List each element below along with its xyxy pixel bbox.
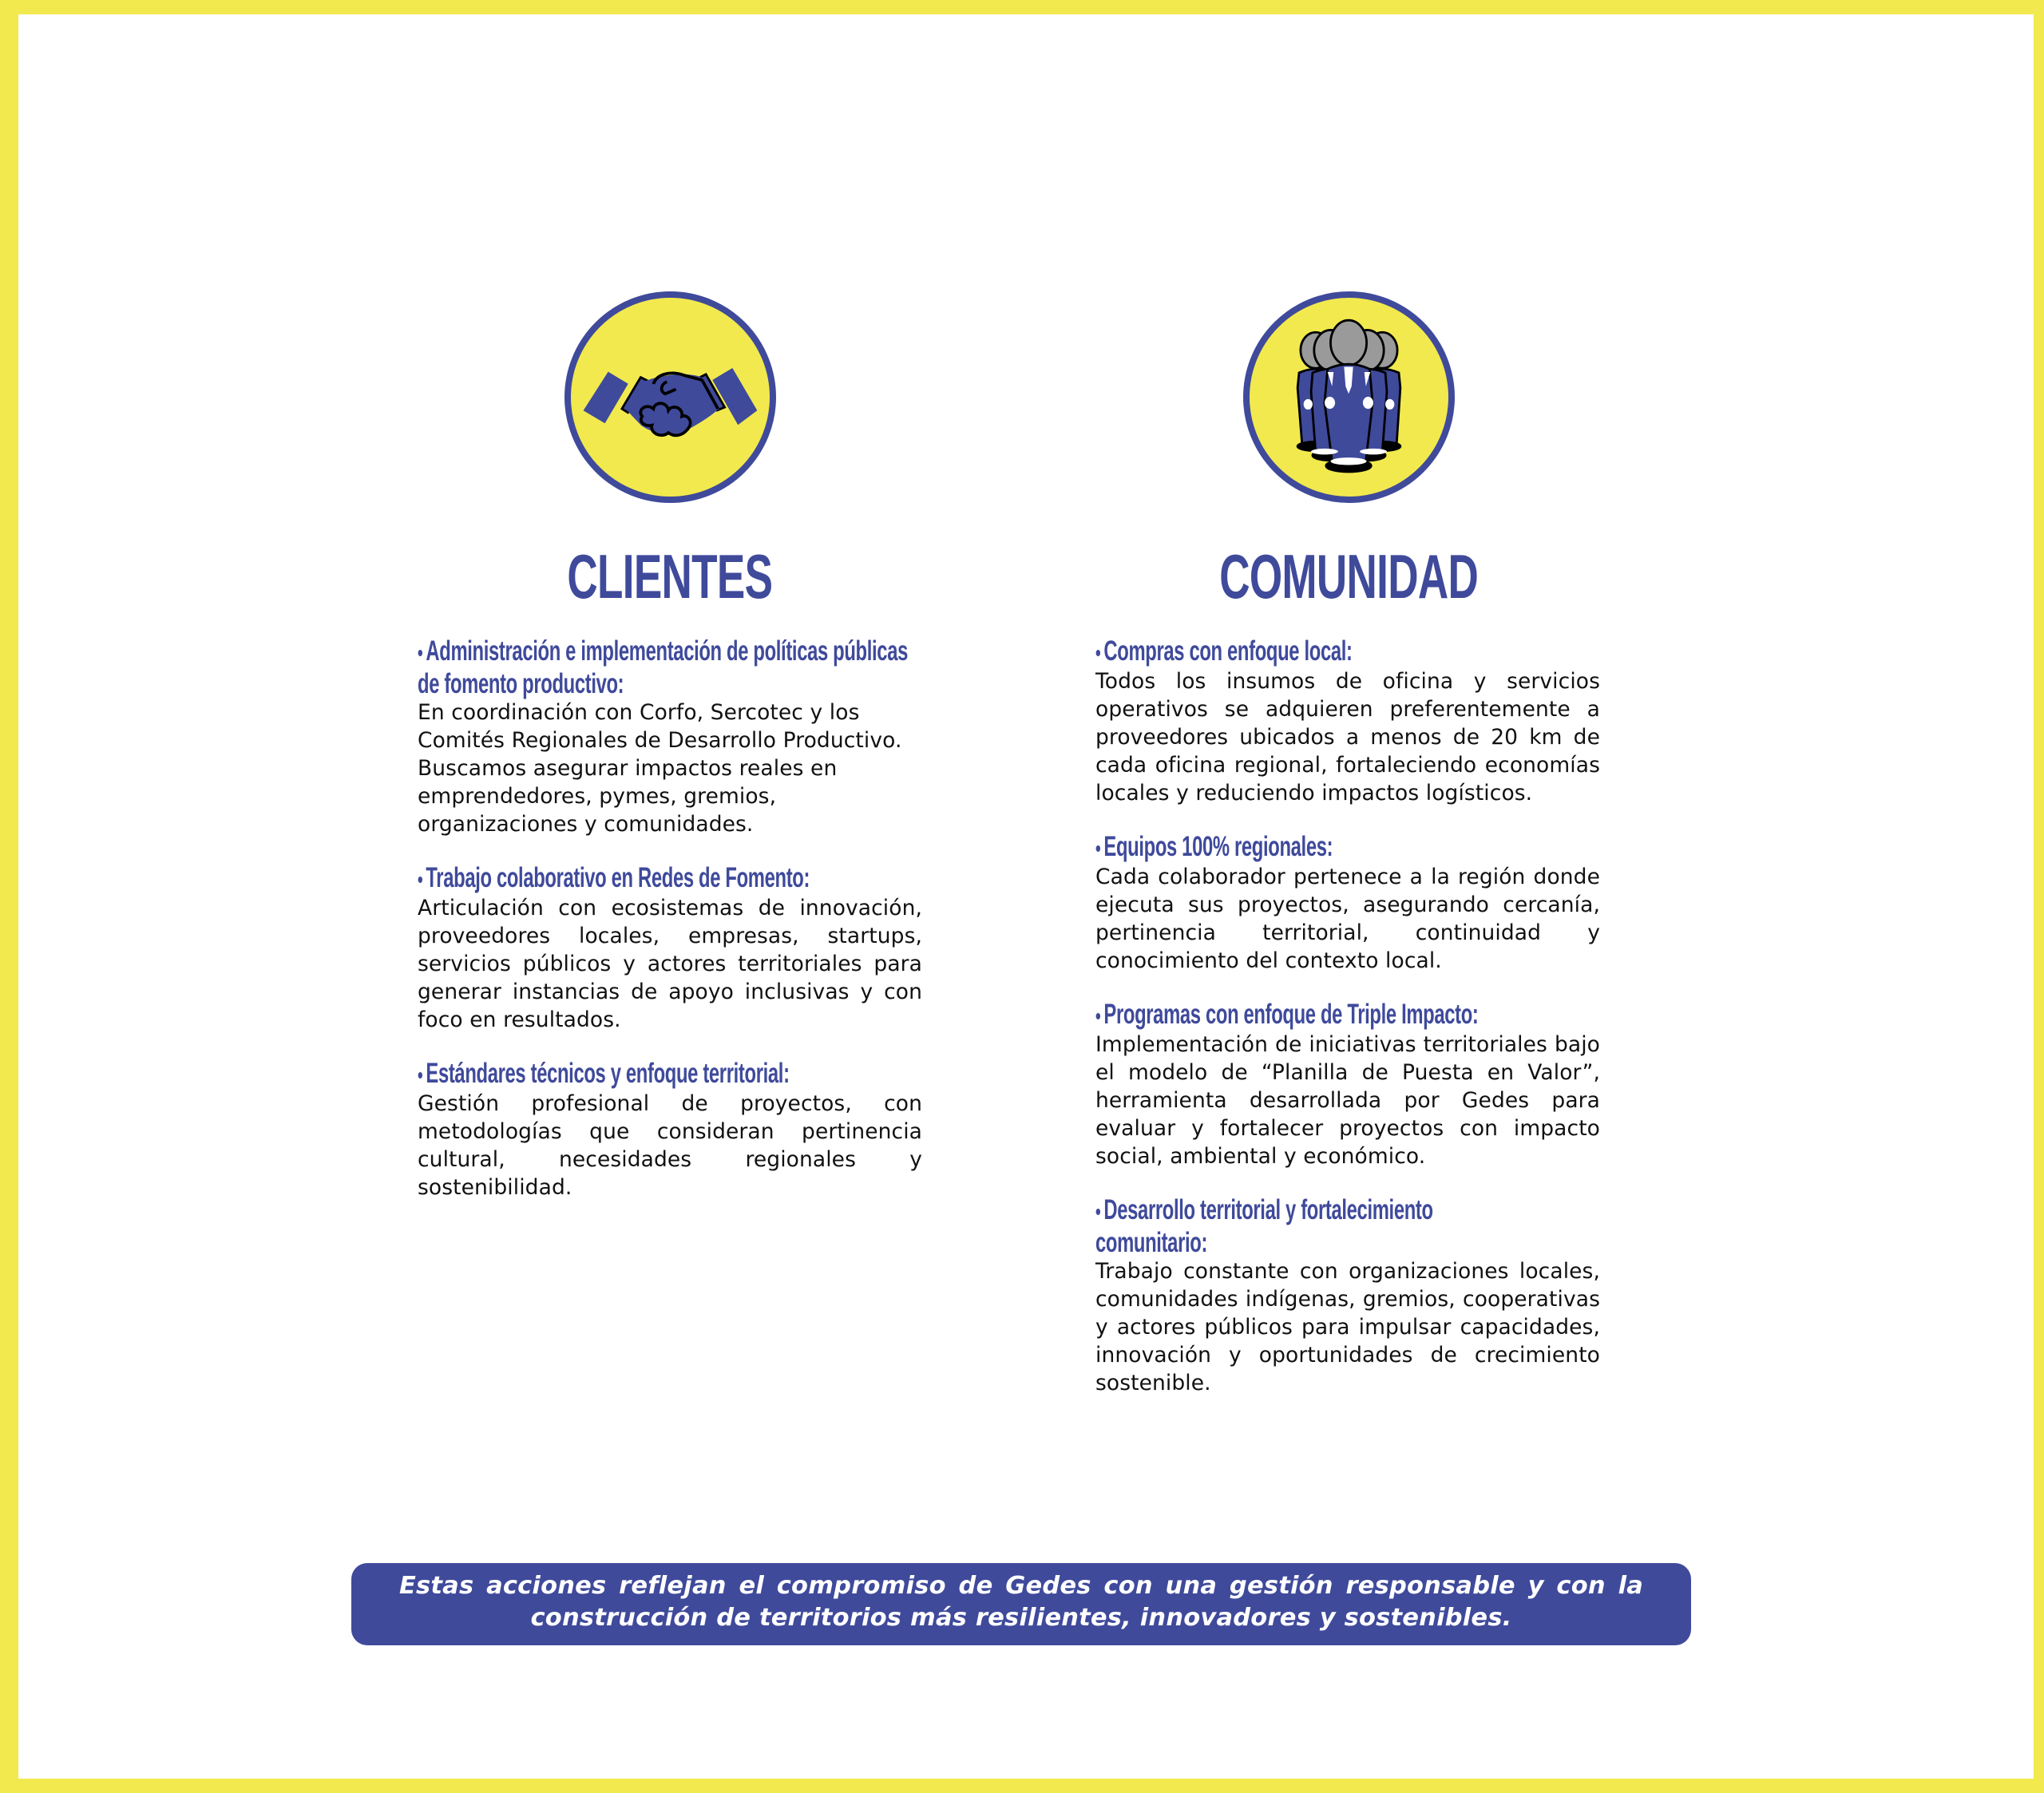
comunidad-section [1095,999,1600,1170]
section-heading: • Equipos 100% regionales: [1095,831,1333,862]
bullet-icon: • [1095,836,1101,861]
section-heading: • Trabajo colaborativo en Redes de Fomento: [418,862,810,893]
section-body: Cada colaborador pertenece a la región donde ejecuta sus proyectos, asegurando cercanía, pertinencia territorial, continuidad y conocimiento del contexto local. [1095,865,1600,973]
page-canvas [18,14,2034,1779]
clientes-section [418,635,922,838]
section-body: Articulación con ecosistemas de innovación, proveedores locales, empresas, startups, servicios públicos y actores territoriales para generar instancias de apoyo inclusivas y con foco en resultados. [418,896,922,1032]
clientes-section [418,1058,922,1201]
comunidad-section [1095,635,1600,807]
handshake-icon [571,298,770,497]
section-body: Trabajo constante con organizaciones locales, comunidades indígenas, gremios, cooperativas y actores públicos para impulsar capacidades, innovación y oportunidades de crecimiento sostenible. [1095,1259,1600,1395]
section-body: Implementación de iniciativas territoriales bajo el modelo de “Planilla de Puesta en Valor”, herramienta desarrollada por Gedes para evaluar y fortalecer proyectos con impacto social, ambiental y económico. [1095,1032,1600,1169]
bullet-icon: • [418,867,423,892]
section-body: En coordinación con Corfo, Sercotec y los Comités Regionales de Desarrollo Productivo. Buscamos asegurar impactos reales en emprendedores, pymes, gremios, organizaciones y comunidades. [418,700,902,837]
bullet-icon: • [418,1063,423,1087]
section-body: Todos los insumos de oficina y servicios operativos se adquieren preferentemente a proveedores ubicados a menos de 20 km de cada oficina regional, fortaleciendo economías locales y reduciendo impactos logísticos. [1095,669,1600,805]
bullet-icon: • [418,640,423,665]
section-heading: • Compras con enfoque local: [1095,635,1353,667]
clientes-section [418,862,922,1034]
bullet-icon: • [1095,1003,1101,1028]
closing-statement-banner [351,1563,1691,1645]
section-heading: • Desarrollo territorial y fortalecimiento comunitario: [1095,1194,1433,1258]
comunidad-title: COMUNIDAD [1219,541,1478,612]
section-heading: • Programas con enfoque de Triple Impacto: [1095,999,1479,1030]
comunidad-column [1095,635,1600,1421]
section-heading: • Estándares técnicos y enfoque territorial: [418,1058,790,1089]
comunidad-section [1095,831,1600,975]
comunidad-section [1095,1194,1600,1397]
comunidad-icon-badge [1243,291,1455,503]
clientes-title: CLIENTES [567,541,773,612]
people-group-icon [1250,298,1448,497]
section-body: Gestión profesional de proyectos, con metodologías que consideran pertinencia cultural, necesidades regionales y sostenibilidad. [418,1091,922,1200]
bullet-icon: • [1095,1199,1101,1224]
clientes-icon-badge [564,291,776,503]
section-heading: • Administración e implementación de políticas públicas de fomento productivo: [418,635,908,699]
clientes-column [418,635,922,1225]
closing-statement-text: Estas acciones reflejan el compromiso de Gedes con una gestión responsable y con la construcción de territorios más resilientes, innovadores y sostenibles. [399,1572,1643,1632]
bullet-icon: • [1095,640,1101,665]
